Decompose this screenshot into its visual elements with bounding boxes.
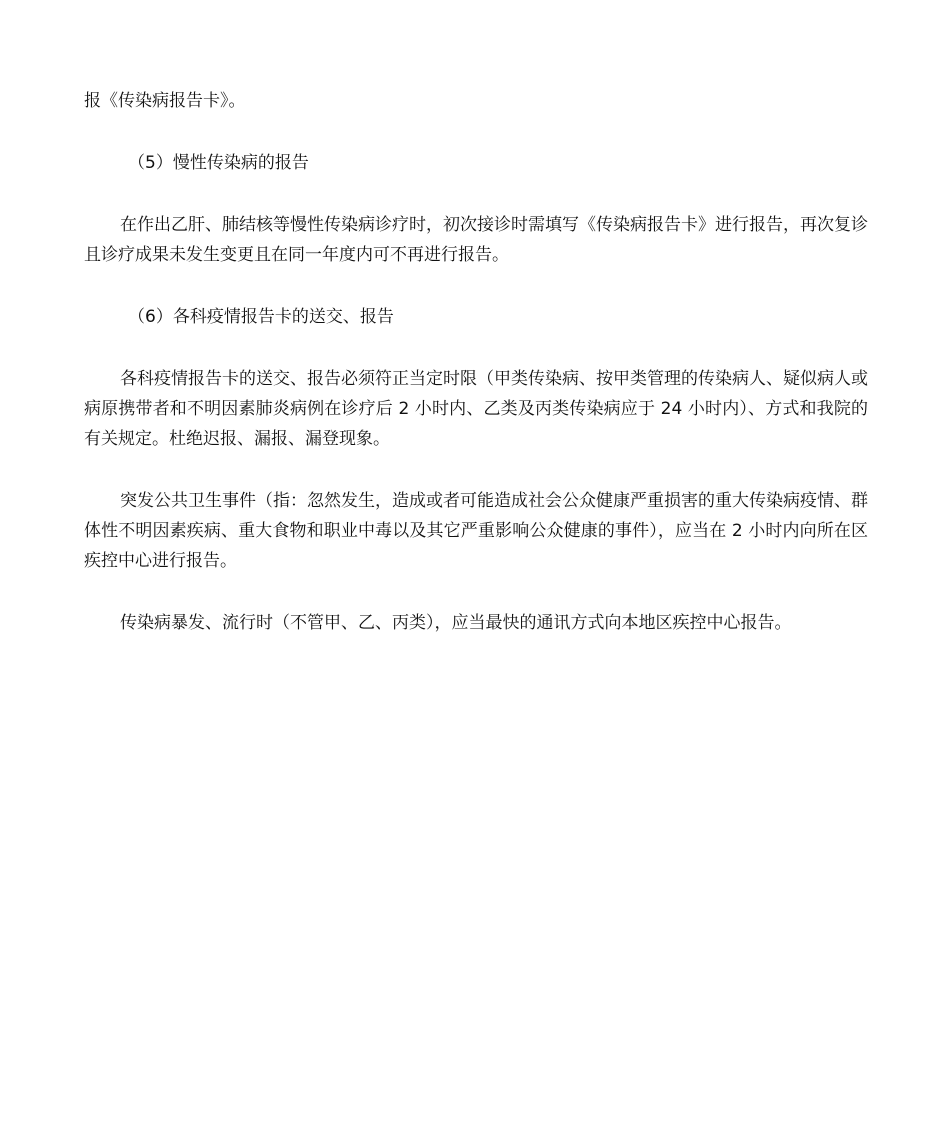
paragraph-continuation: 报《传染病报告卡》。: [84, 91, 246, 111]
section-heading-report-card-submission: （6）各科疫情报告卡的送交、报告: [128, 307, 394, 327]
paragraph-public-health-emergency: 突发公共卫生事件（指：忽然发生，造成或者可能造成社会公众健康严重损害的重大传染病疫情、群体性不明因素疾病、重大食物和职业中毒以及其它严重影响公众健康的事件），应当在 2 小时内向所在区疾控中心进行报告。: [84, 491, 868, 571]
document-body: [84, 86, 868, 638]
section-heading-chronic-disease-report: （5）慢性传染病的报告: [128, 153, 309, 173]
paragraph-report-card-submission: 各科疫情报告卡的送交、报告必须符正当定时限（甲类传染病、按甲类管理的传染病人、疑似病人或病原携带者和不明因素肺炎病例在诊疗后 2 小时内、乙类及丙类传染病应于 24 小时内）、方式和我院的有关规定。杜绝迟报、漏报、漏登现象。: [84, 369, 868, 449]
paragraph-outbreak-report: 传染病暴发、流行时（不管甲、乙、丙类），应当最快的通讯方式向本地区疾控中心报告。: [120, 613, 792, 633]
paragraph-chronic-disease-report: 在作出乙肝、肺结核等慢性传染病诊疗时，初次接诊时需填写《传染病报告卡》进行报告，再次复诊且诊疗成果未发生变更且在同一年度内可不再进行报告。: [84, 215, 868, 265]
